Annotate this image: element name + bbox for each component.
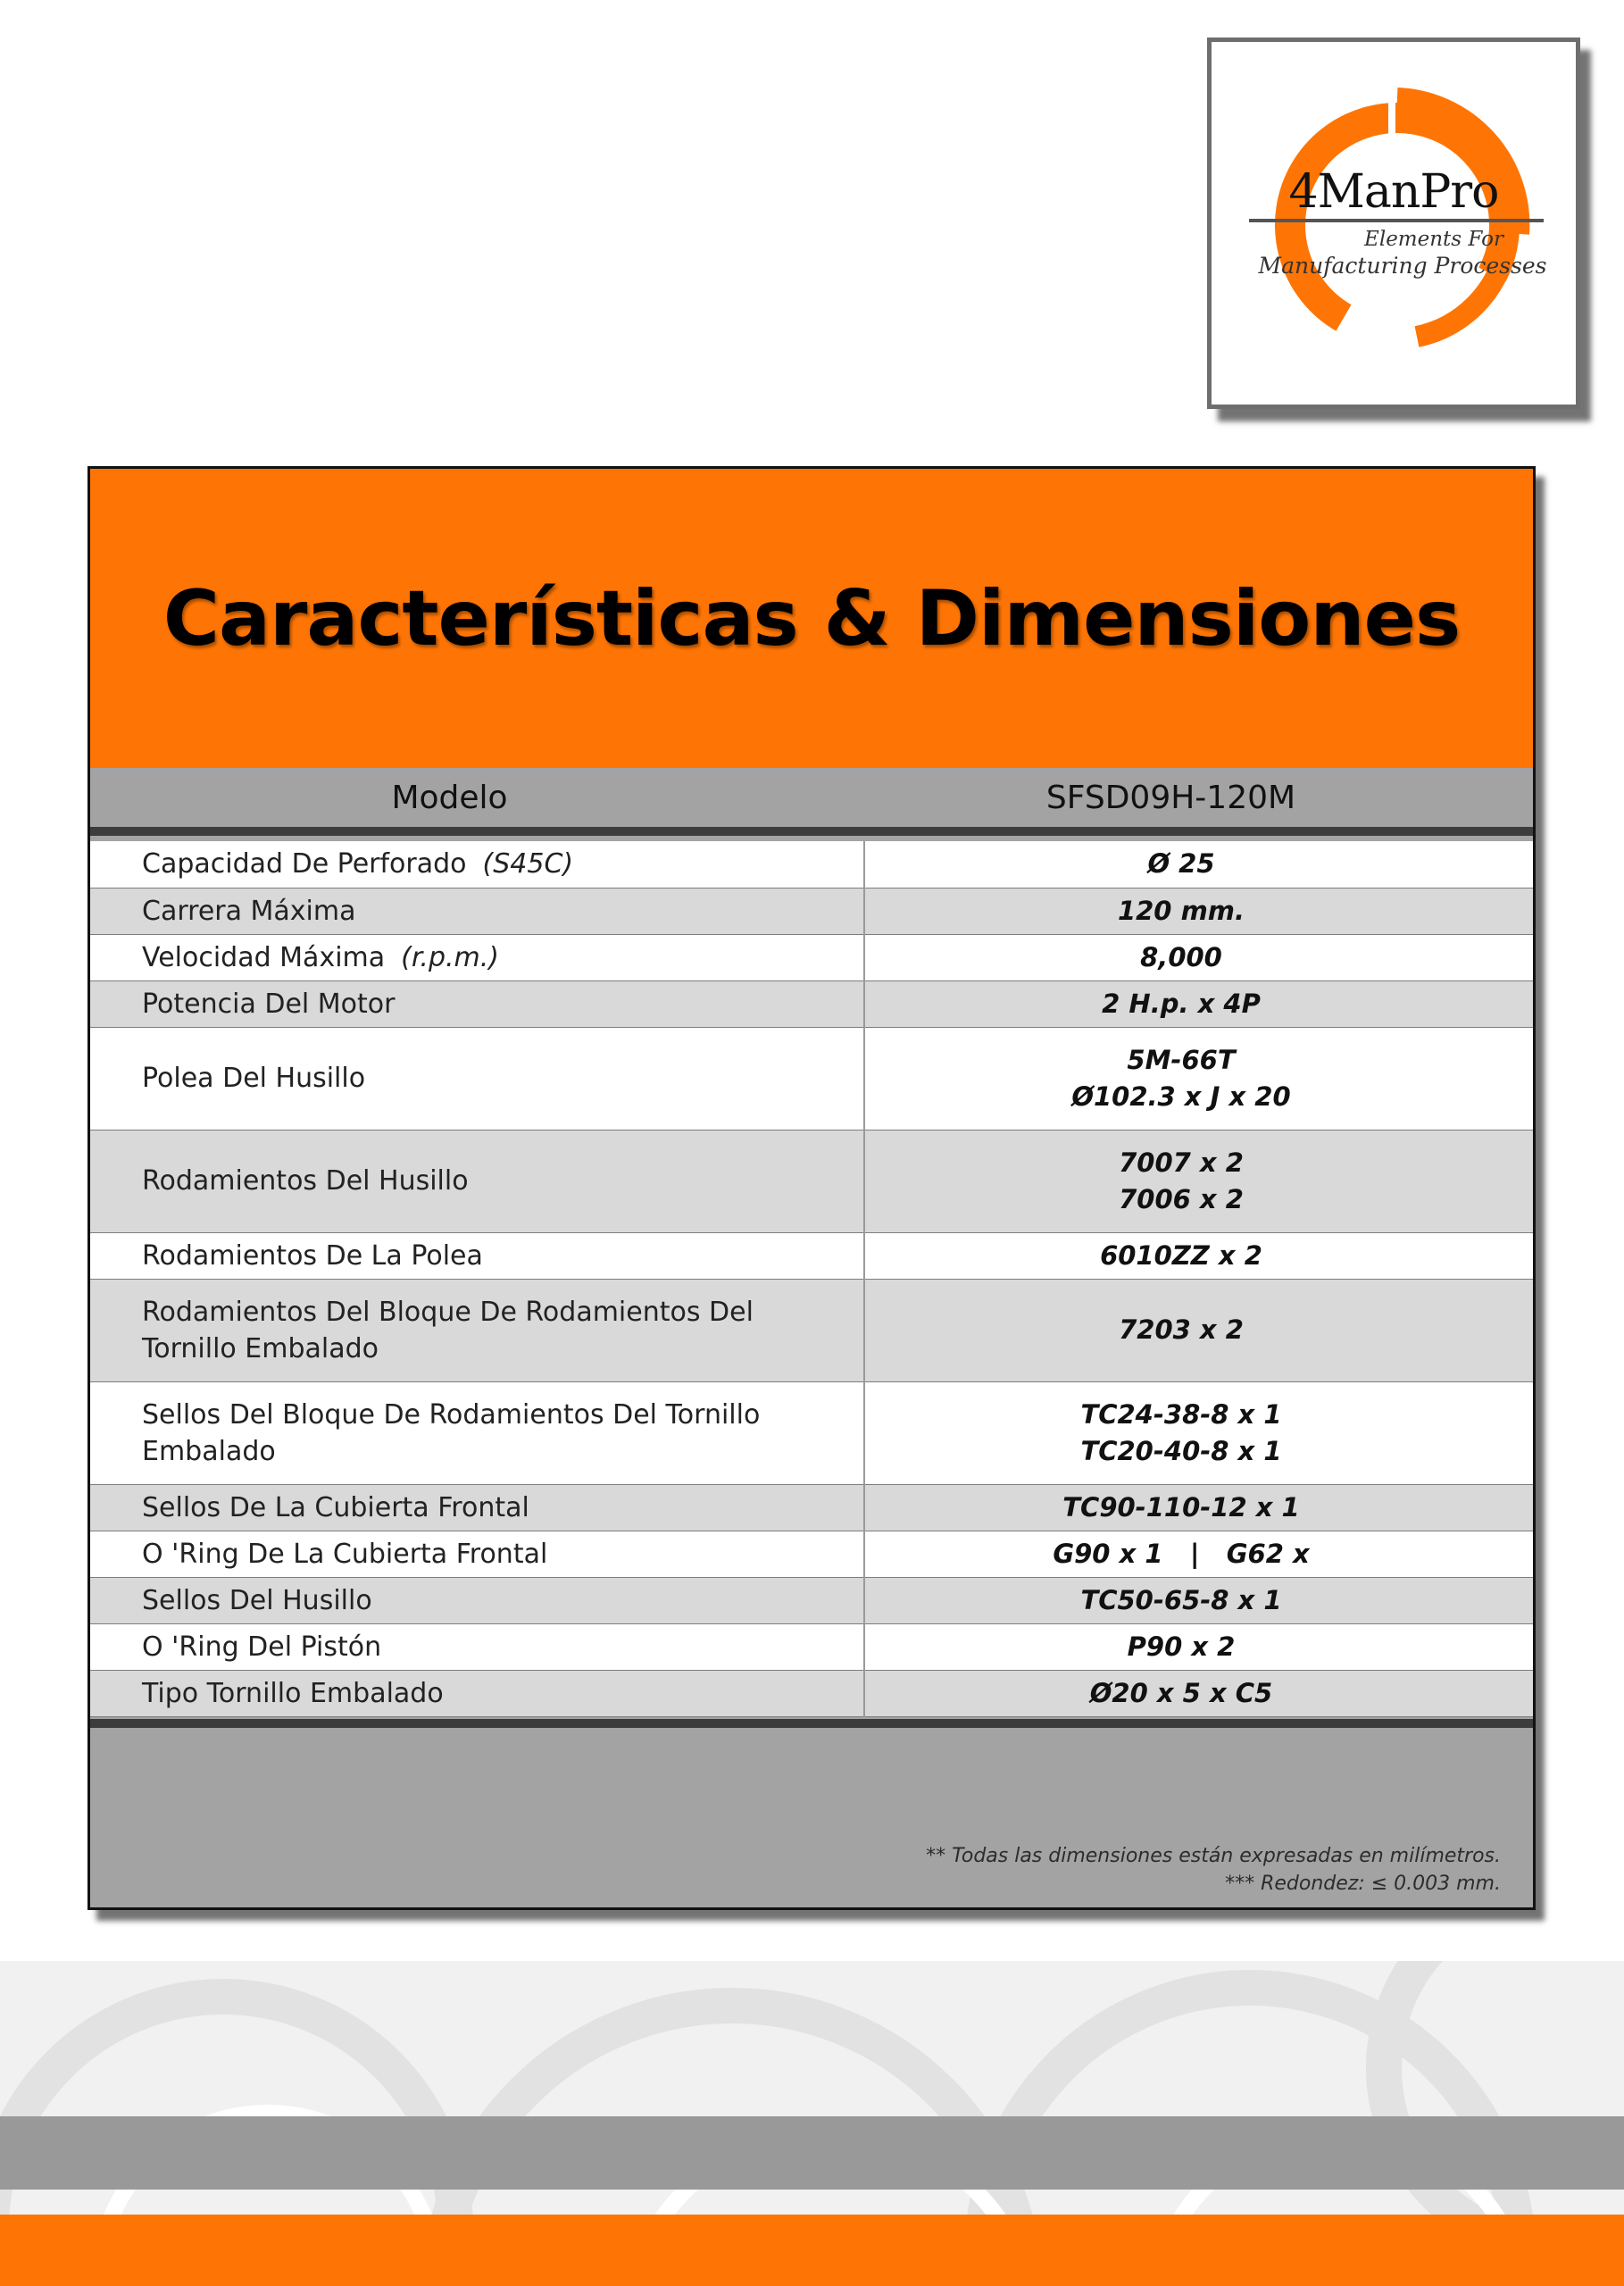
page-title: Características & Dimensiones [162, 573, 1461, 663]
spec-value: 6010ZZ x 2 [864, 1232, 1533, 1279]
spec-value: Ø20 x 5 x C5 [864, 1670, 1533, 1716]
table-row [90, 934, 1533, 980]
spec-value: 8,000 [864, 934, 1533, 980]
spec-label: Tipo Tornillo Embalado [90, 1670, 864, 1716]
specs-card [87, 466, 1536, 1910]
table-row [90, 1130, 1533, 1232]
spec-value: 2 H.p. x 4P [864, 980, 1533, 1027]
spec-label: Potencia Del Motor [90, 980, 864, 1027]
spec-label: Sellos De La Cubierta Frontal [90, 1484, 864, 1531]
company-logo [1207, 38, 1580, 409]
divider [90, 827, 1533, 836]
footer-grey-stripe [0, 2116, 1624, 2190]
model-value: SFSD09H-120M [1045, 779, 1296, 816]
spec-label: O 'Ring De La Cubierta Frontal [90, 1531, 864, 1577]
model-row [90, 768, 1533, 827]
table-row [90, 1670, 1533, 1716]
table-row [90, 1279, 1533, 1381]
spec-value: G90 x 1 | G62 x [864, 1531, 1533, 1577]
footnote-dimensions: ** Todas las dimensiones están expresadas en milímetros. [926, 1845, 1501, 1867]
spec-value: 7007 x 2 7006 x 2 [864, 1130, 1533, 1232]
model-label: Modelo [391, 779, 508, 816]
spec-label: O 'Ring Del Pistón [90, 1623, 864, 1670]
spec-value: P90 x 2 [864, 1623, 1533, 1670]
spec-label: Velocidad Máxima (r.p.m.) [90, 934, 864, 980]
spec-note: (r.p.m.) [401, 941, 500, 973]
table-row [90, 1531, 1533, 1577]
spec-label: Capacidad De Perforado (S45C) [90, 841, 864, 888]
spec-label: Rodamientos Del Husillo [90, 1130, 864, 1232]
footnote-roundness: *** Redondez: ≤ 0.003 mm. [1225, 1873, 1501, 1895]
spec-label: Sellos Del Husillo [90, 1577, 864, 1623]
specs-table [90, 841, 1533, 1717]
spec-label: Polea Del Husillo [90, 1027, 864, 1130]
table-row [90, 888, 1533, 934]
table-row [90, 841, 1533, 888]
spec-value: TC90-110-12 x 1 [864, 1484, 1533, 1531]
spec-value: TC50-65-8 x 1 [864, 1577, 1533, 1623]
spec-value: 120 mm. [864, 888, 1533, 934]
logo-tagline-2: Manufacturing Processes [1258, 253, 1547, 279]
footer-orange-stripe [0, 2215, 1624, 2286]
spec-label: Sellos Del Bloque De Rodamientos Del Tornillo Embalado [90, 1381, 864, 1484]
footnotes [926, 1842, 1501, 1898]
table-row [90, 1484, 1533, 1531]
table-row [90, 1623, 1533, 1670]
spec-value: 7203 x 2 [864, 1279, 1533, 1381]
spec-value: TC24-38-8 x 1 TC20-40-8 x 1 [864, 1381, 1533, 1484]
table-row [90, 1381, 1533, 1484]
logo-ring-icon [1212, 42, 1576, 405]
divider [90, 1719, 1533, 1728]
logo-tagline-1: Elements For [1364, 228, 1503, 251]
spec-label: Carrera Máxima [90, 888, 864, 934]
table-row [90, 1027, 1533, 1130]
table-row [90, 1232, 1533, 1279]
spec-value: 5M-66T Ø102.3 x J x 20 [864, 1027, 1533, 1130]
card-header [90, 469, 1533, 768]
spec-note: (S45C) [482, 848, 574, 880]
logo-title: 4ManPro [1288, 165, 1499, 219]
spec-value: Ø 25 [864, 841, 1533, 888]
spec-label: Rodamientos De La Polea [90, 1232, 864, 1279]
spec-label: Rodamientos Del Bloque De Rodamientos Del Tornillo Embalado [90, 1279, 864, 1381]
table-row [90, 980, 1533, 1027]
table-row [90, 1577, 1533, 1623]
